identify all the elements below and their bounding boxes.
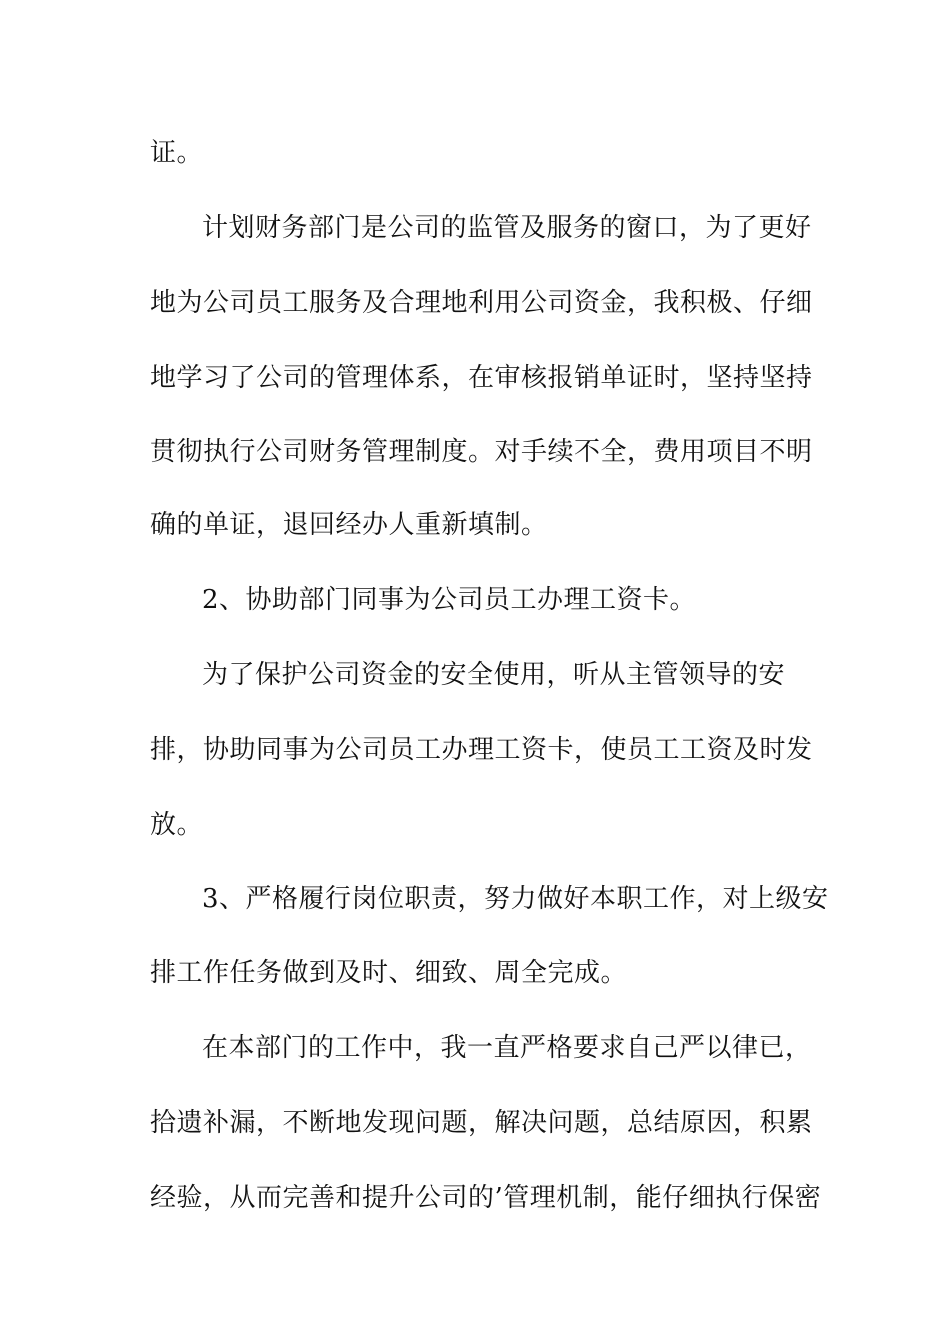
text-line: 确的单证，退回经办人重新填制。	[150, 510, 548, 540]
text-line: 排，协助同事为公司员工办理工资卡，使员工工资及时发	[150, 735, 813, 765]
paragraph-start-line: 在本部门的工作中，我一直严格要求自己严以律已，	[202, 1033, 812, 1063]
text-line: 贯彻执行公司财务管理制度。对手续不全，费用项目不明	[150, 437, 813, 467]
paragraph-start-line: 计划财务部门是公司的监管及服务的窗口，为了更好	[202, 213, 812, 243]
text-line: 放。	[150, 810, 204, 840]
text-line: 经验，从而完善和提升公司的’管理机制，能仔细执行保密	[150, 1183, 822, 1213]
text-line: 拾遗补漏，不断地发现问题，解决问题，总结原因，积累	[150, 1108, 813, 1138]
paragraph-start-line: 为了保护公司资金的安全使用，听从主管领导的安	[202, 660, 786, 690]
text-line: 证。	[150, 138, 204, 168]
text-line: 地学习了公司的管理体系，在审核报销单证时，坚持坚持	[150, 363, 813, 393]
numbered-item-heading: 3、严格履行岗位职责，努力做好本职工作，对上级安	[202, 884, 829, 914]
text-line: 地为公司员工服务及合理地利用公司资金，我积极、仔细	[150, 288, 813, 318]
text-line: 排工作任务做到及时、细致、周全完成。	[150, 958, 628, 988]
numbered-item-heading: 2、协助部门同事为公司员工办理工资卡。	[202, 585, 697, 615]
